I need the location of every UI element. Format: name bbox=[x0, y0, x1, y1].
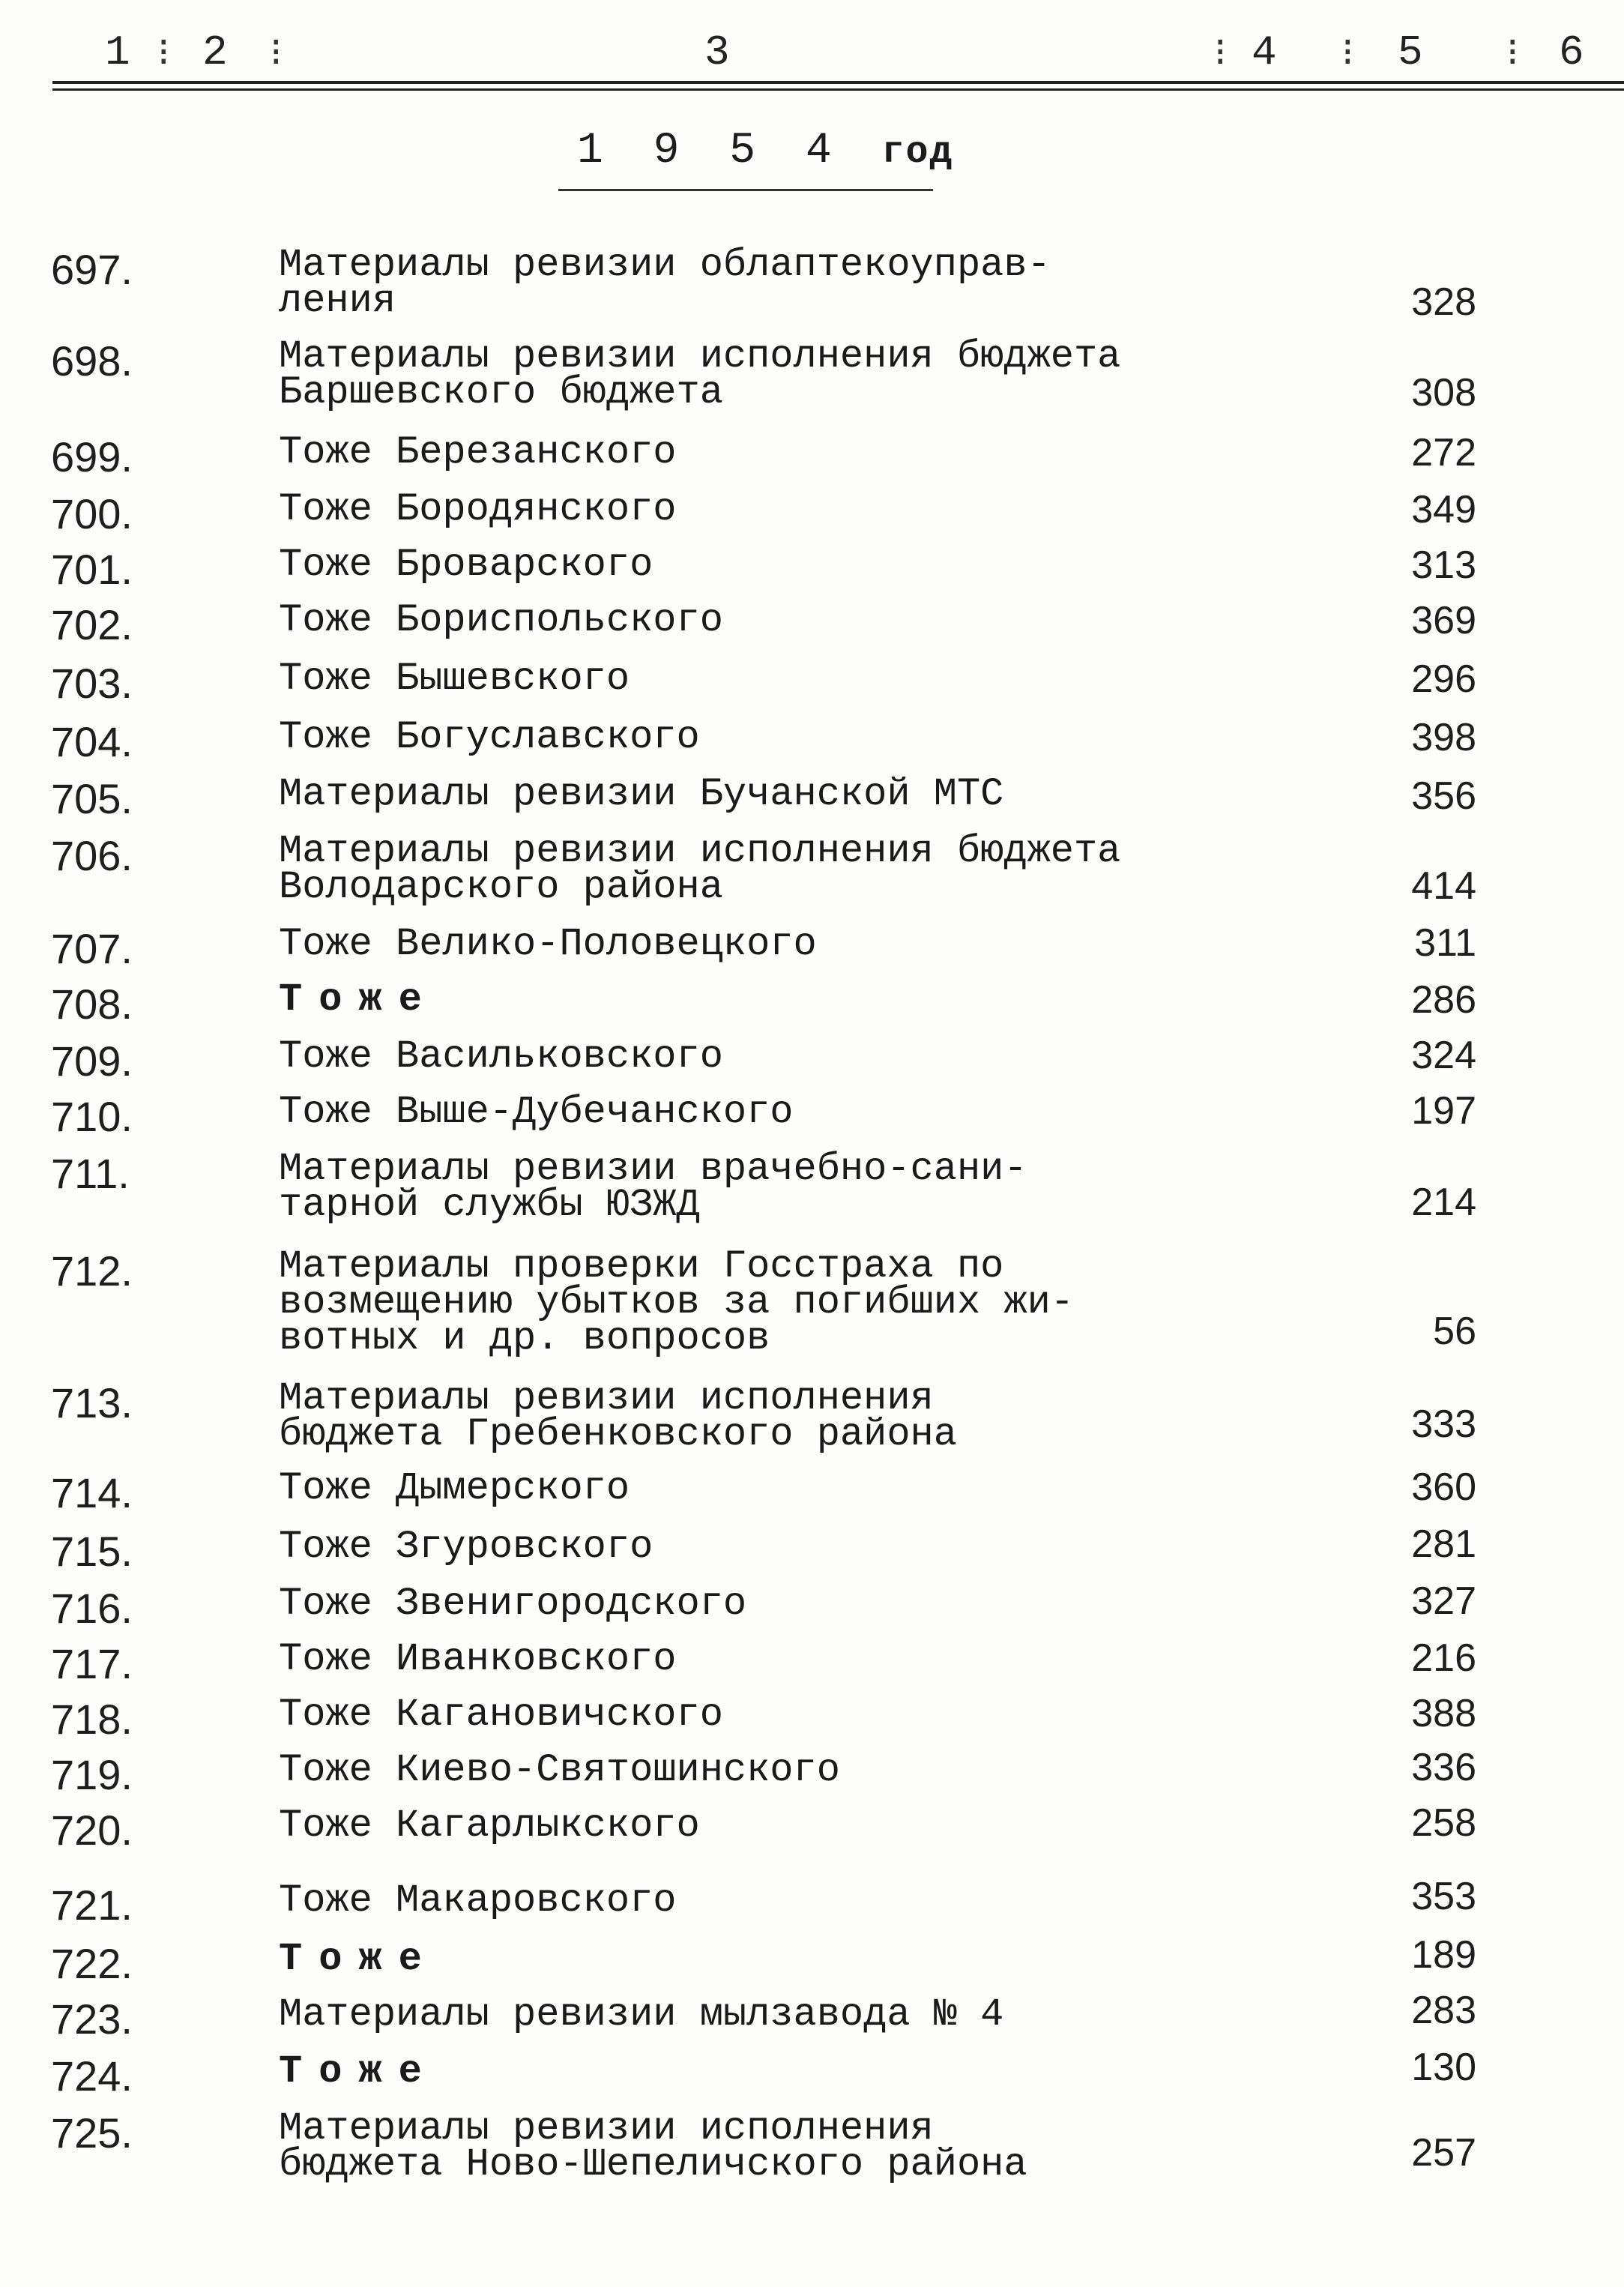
column-separator: ⁝ bbox=[1214, 33, 1227, 77]
item-sheet-count: 258 bbox=[1411, 1801, 1476, 1845]
item-title: Материалы ревизии Бучанской МТС bbox=[279, 772, 1004, 816]
item-number: 715. bbox=[51, 1528, 133, 1575]
item-number: 717. bbox=[51, 1640, 133, 1687]
item-number: 714. bbox=[51, 1469, 133, 1516]
item-title: Тоже Киево-Святошинского bbox=[279, 1748, 840, 1792]
item-title: Тоже bbox=[279, 1937, 438, 1981]
column-separator: ⁝ bbox=[270, 33, 283, 77]
item-title: Тоже Выше-Дубечанского bbox=[279, 1090, 794, 1134]
item-number: 712. bbox=[51, 1247, 133, 1295]
item-number: 700. bbox=[51, 490, 133, 537]
item-number: 713. bbox=[51, 1379, 133, 1426]
item-number: 724. bbox=[51, 2052, 133, 2100]
item-number: 705. bbox=[51, 775, 133, 822]
item-sheet-count: 369 bbox=[1411, 599, 1476, 642]
item-sheet-count: 336 bbox=[1411, 1746, 1476, 1789]
item-sheet-count: 360 bbox=[1411, 1465, 1476, 1509]
item-sheet-count: 296 bbox=[1411, 657, 1476, 701]
item-sheet-count: 313 bbox=[1411, 543, 1476, 587]
item-sheet-count: 216 bbox=[1411, 1636, 1476, 1680]
column-number-4: 4 bbox=[1252, 28, 1277, 76]
item-number: 708. bbox=[51, 980, 133, 1028]
item-sheet-count: 281 bbox=[1411, 1522, 1476, 1566]
column-number-2: 2 bbox=[202, 28, 228, 76]
item-sheet-count: 349 bbox=[1411, 488, 1476, 531]
item-title: Материалы ревизии врачебно-сани- тарной службы ЮЗЖД bbox=[279, 1147, 1027, 1227]
item-number: 701. bbox=[51, 546, 133, 593]
item-sheet-count: 283 bbox=[1411, 1989, 1476, 2032]
item-number: 702. bbox=[51, 601, 133, 648]
item-sheet-count: 56 bbox=[1433, 1310, 1476, 1353]
item-sheet-count: 214 bbox=[1411, 1181, 1476, 1224]
item-number: 709. bbox=[51, 1037, 133, 1085]
year-digits: 1 9 5 4 bbox=[577, 127, 844, 175]
item-title: Материалы ревизии облаптекоуправ- ления bbox=[279, 243, 1051, 323]
item-number: 697. bbox=[51, 246, 133, 293]
item-title: Тоже bbox=[279, 977, 438, 1022]
item-sheet-count: 272 bbox=[1411, 431, 1476, 474]
column-number-6: 6 bbox=[1559, 28, 1584, 76]
item-number: 719. bbox=[51, 1751, 133, 1798]
item-sheet-count: 257 bbox=[1411, 2131, 1476, 2175]
item-number: 721. bbox=[51, 1881, 133, 1929]
item-sheet-count: 324 bbox=[1411, 1034, 1476, 1077]
item-sheet-count: 311 bbox=[1414, 921, 1476, 965]
column-separator: ⁝ bbox=[157, 33, 170, 77]
item-sheet-count: 328 bbox=[1411, 280, 1476, 324]
item-number: 718. bbox=[51, 1696, 133, 1743]
item-sheet-count: 308 bbox=[1411, 371, 1476, 415]
item-title: Материалы ревизии исполнения бюджета Ново-Шепеличского района bbox=[279, 2106, 1027, 2187]
item-sheet-count: 356 bbox=[1411, 774, 1476, 818]
item-sheet-count: 414 bbox=[1411, 864, 1476, 908]
item-number: 703. bbox=[51, 660, 133, 707]
item-title: Тоже Березанского bbox=[279, 430, 677, 474]
item-title: Материалы ревизии исполнения бюджета Гребенковского района bbox=[279, 1376, 957, 1456]
item-title: Тоже Дымерского bbox=[279, 1466, 630, 1510]
item-title: Тоже Иванковского bbox=[279, 1637, 677, 1681]
item-title: Материалы ревизии мылзавода № 4 bbox=[279, 1992, 1004, 2037]
item-number: 720. bbox=[51, 1807, 133, 1854]
item-number: 711. bbox=[51, 1150, 130, 1197]
item-sheet-count: 189 bbox=[1411, 1933, 1476, 1977]
item-title: Тоже Бышевского bbox=[279, 657, 630, 701]
item-number: 698. bbox=[51, 337, 133, 385]
item-sheet-count: 353 bbox=[1411, 1875, 1476, 1918]
item-number: 706. bbox=[51, 832, 133, 879]
item-title: Тоже Васильковского bbox=[279, 1034, 723, 1079]
item-sheet-count: 197 bbox=[1411, 1089, 1476, 1133]
item-title: Материалы ревизии исполнения бюджета Баршевского бюджета bbox=[279, 334, 1121, 415]
item-title: Тоже Кагановичского bbox=[279, 1693, 723, 1737]
item-sheet-count: 327 bbox=[1411, 1579, 1476, 1623]
item-number: 716. bbox=[51, 1585, 133, 1632]
item-number: 704. bbox=[51, 718, 133, 765]
item-sheet-count: 398 bbox=[1411, 716, 1476, 759]
item-number: 723. bbox=[51, 1995, 133, 2043]
item-number: 710. bbox=[51, 1093, 133, 1140]
item-number: 707. bbox=[51, 925, 133, 972]
item-title: Тоже bbox=[279, 2049, 438, 2094]
item-title: Тоже Макаровского bbox=[279, 1878, 677, 1923]
item-title: Тоже Звенигородского bbox=[279, 1582, 747, 1626]
item-title: Тоже Богуславского bbox=[279, 715, 700, 759]
column-number-1: 1 bbox=[105, 28, 130, 76]
item-sheet-count: 286 bbox=[1411, 978, 1476, 1022]
item-sheet-count: 333 bbox=[1411, 1402, 1476, 1446]
item-number: 725. bbox=[51, 2109, 133, 2157]
item-number: 699. bbox=[51, 433, 133, 480]
column-separator: ⁝ bbox=[1506, 33, 1519, 77]
item-title: Материалы ревизии исполнения бюджета Володарского района bbox=[279, 829, 1121, 909]
item-sheet-count: 388 bbox=[1411, 1692, 1476, 1735]
item-title: Тоже Бориспольского bbox=[279, 598, 723, 642]
item-title: Тоже Згуровского bbox=[279, 1525, 653, 1569]
year-word: год bbox=[881, 131, 954, 174]
item-number: 722. bbox=[51, 1940, 133, 1987]
item-title: Материалы проверки Госстраха по возмещению убытков за погибших жи- вотных и др. вопросов bbox=[279, 1244, 1074, 1361]
column-number-5: 5 bbox=[1398, 28, 1423, 76]
column-separator: ⁝ bbox=[1341, 33, 1354, 77]
item-title: Тоже Бородянского bbox=[279, 487, 677, 531]
item-title: Тоже Велико-Половецкого bbox=[279, 922, 817, 966]
item-title: Тоже Кагарлыкского bbox=[279, 1804, 700, 1848]
item-sheet-count: 130 bbox=[1411, 2046, 1476, 2089]
column-number-3: 3 bbox=[704, 28, 730, 76]
item-title: Тоже Броварского bbox=[279, 543, 653, 587]
